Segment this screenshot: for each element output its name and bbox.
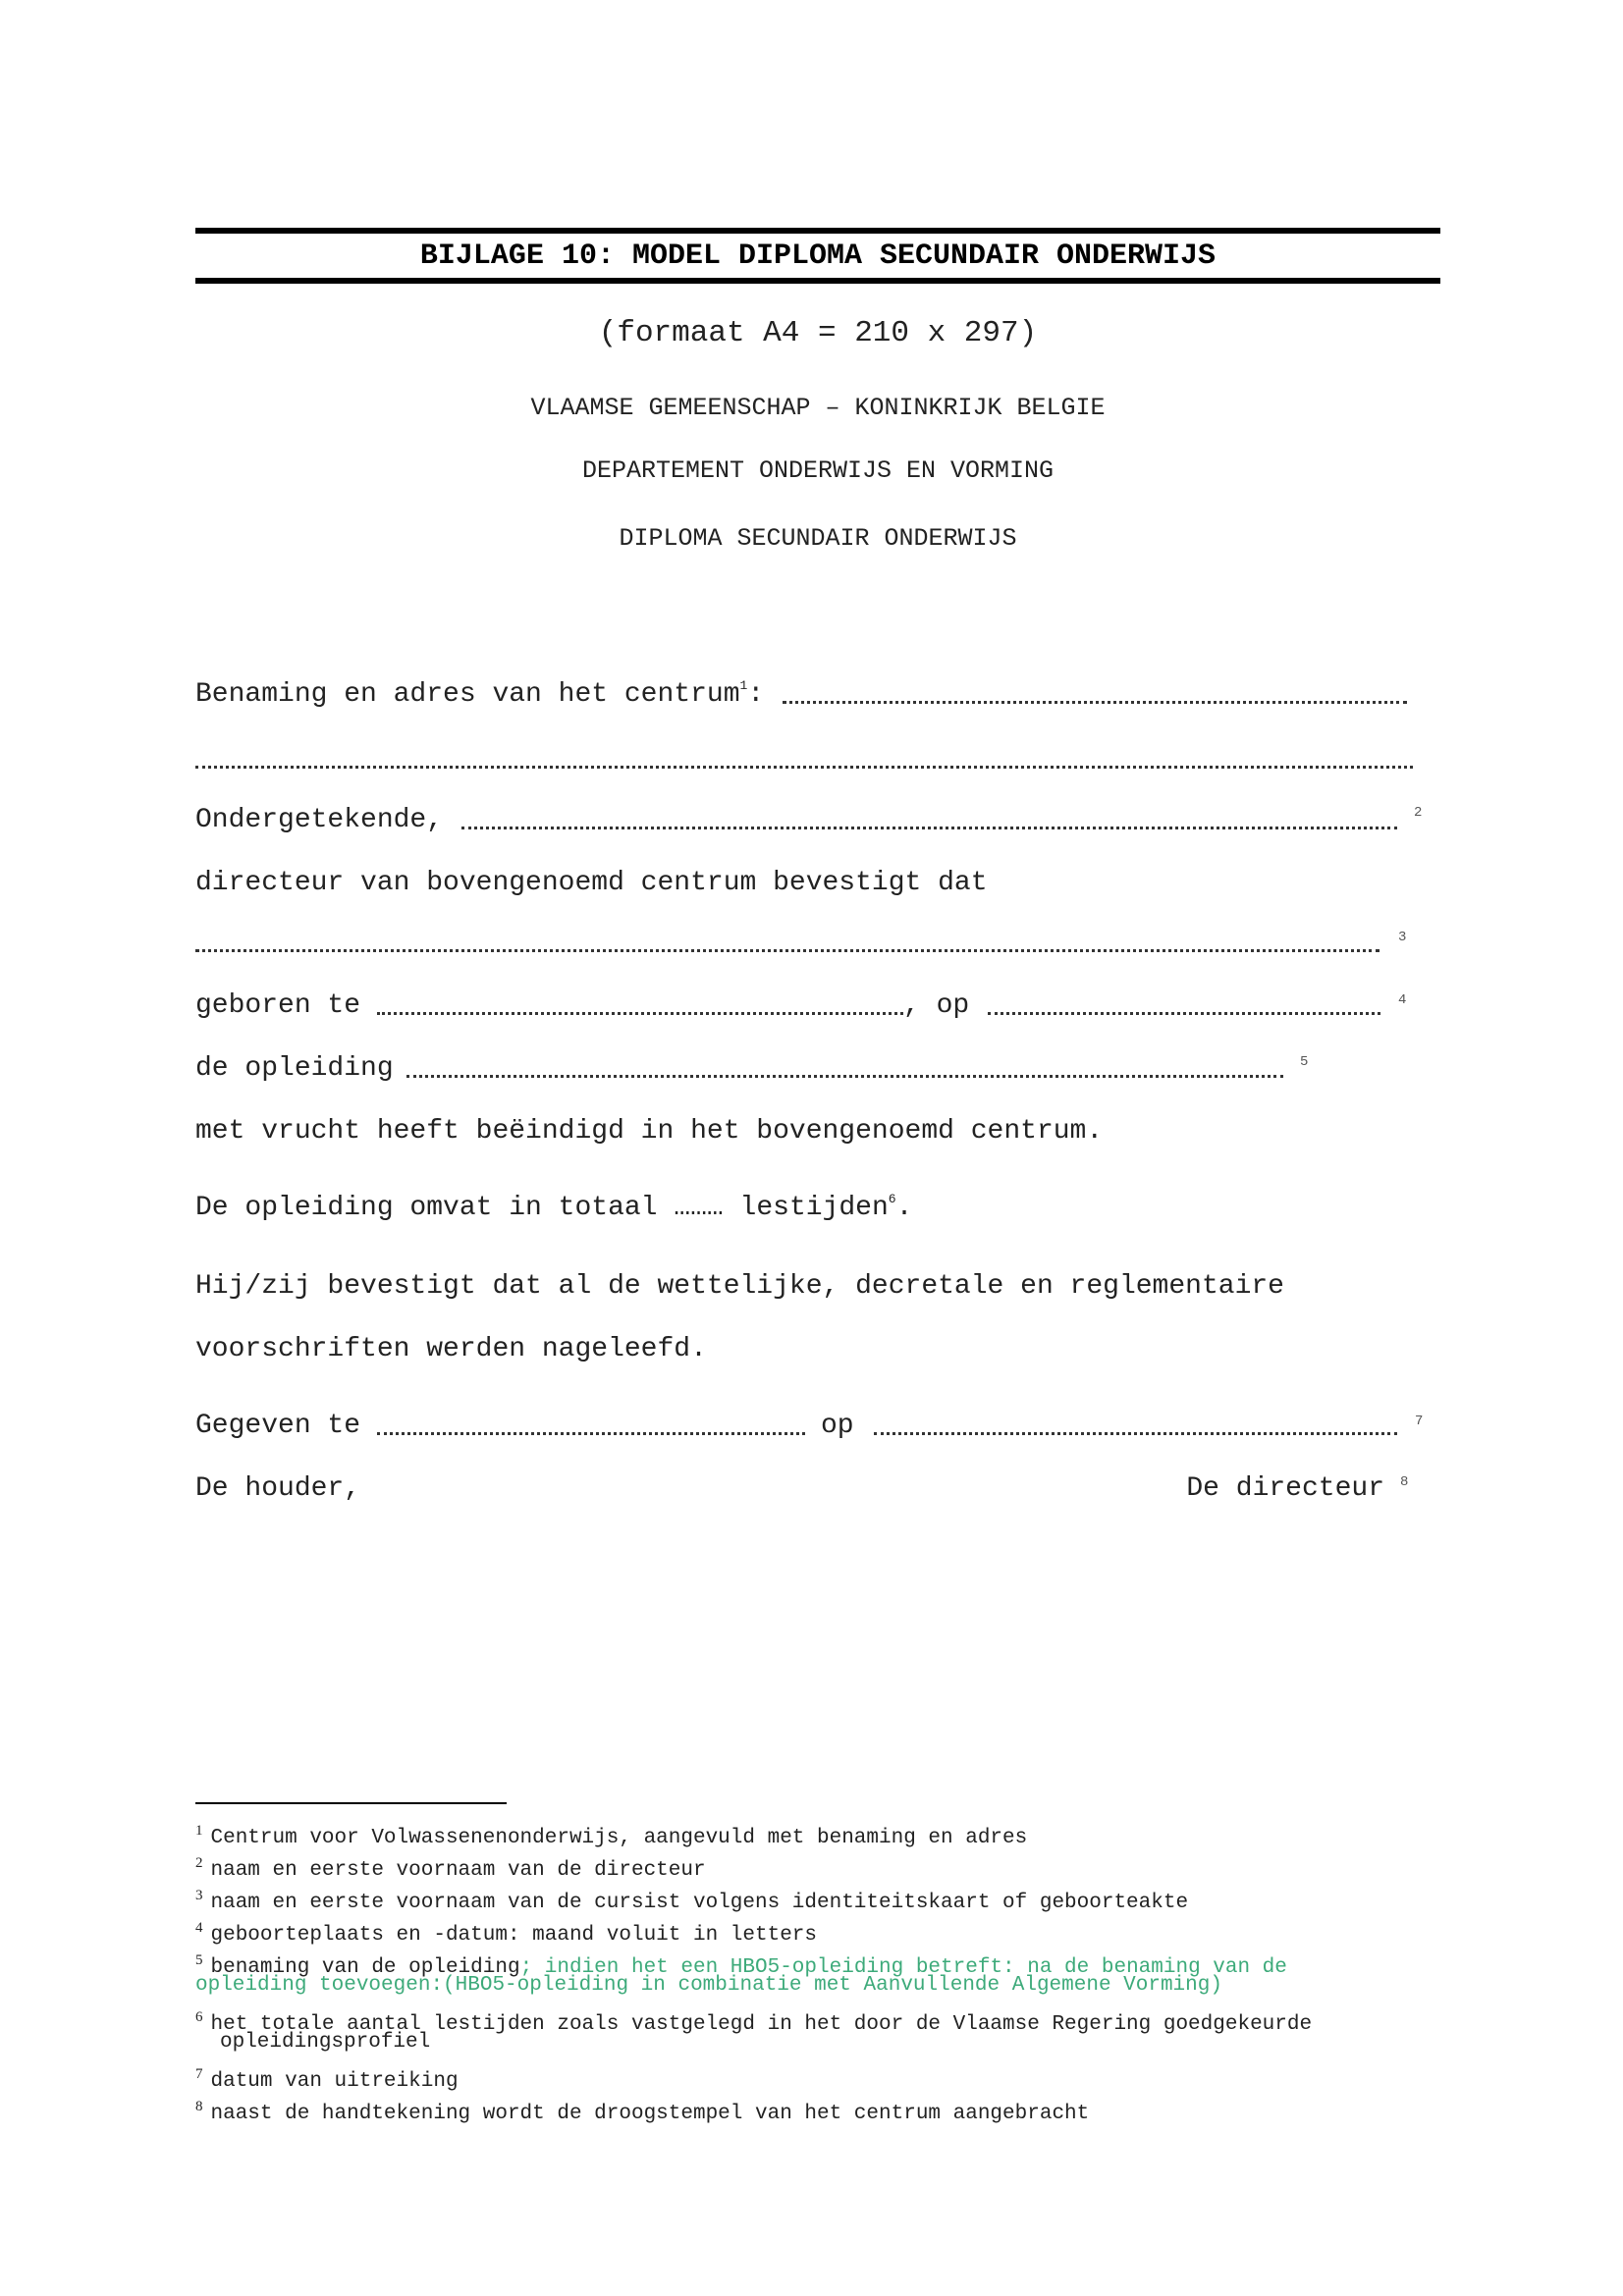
voorschriften-text: voorschriften werden nageleefd.: [195, 1334, 707, 1364]
footnote-ref-6: 6: [888, 1192, 896, 1206]
houder-label: De houder,: [195, 1473, 361, 1504]
format-note: (formaat A4 = 210 x 297): [598, 316, 1038, 350]
director-name-dots: [461, 827, 1397, 829]
geboren-label: geboren te: [195, 990, 361, 1021]
footnote-ref-5: 5: [1300, 1054, 1309, 1070]
heading-diploma: DIPLOMA SECUNDAIR ONDERWIJS: [619, 524, 1017, 553]
opleiding-label: de opleiding: [195, 1053, 394, 1084]
title-rule-top: [195, 228, 1440, 234]
birthplace-dots: [377, 1012, 903, 1015]
vrucht-text: met vrucht heeft beëindigd in het bovengenoemd centrum.: [195, 1116, 1104, 1147]
footnote-5: $^5$ benaming van de opleiding; indien het een HBO5-opleiding betreft: na de benaming van de: [195, 1952, 1287, 1979]
cursist-name-dots: [195, 949, 1380, 952]
footnote-ref-3: 3: [1398, 930, 1407, 945]
footnote-8: $^8$ naast de handtekening wordt de droogstempel van het centrum aangebracht: [195, 2099, 1090, 2125]
benaming-fill-dots: [783, 701, 1407, 704]
footnote-separator: [195, 1802, 507, 1804]
footnote-ref-4: 4: [1398, 992, 1407, 1008]
directeur-signature-label: De directeur: [1186, 1473, 1384, 1504]
gegeven-place-dots: [377, 1432, 805, 1435]
heading-community: VLAAMSE GEMEENSCHAP – KONINKRIJK BELGIE: [530, 394, 1106, 422]
op-label: , op: [903, 990, 970, 1021]
birthdate-dots: [988, 1012, 1380, 1015]
lestijden-dots: ………: [674, 1193, 724, 1223]
ondergetekende-label: Ondergetekende,: [195, 805, 444, 835]
benaming-label: Benaming en adres van het centrum: [195, 679, 740, 710]
directeur-text: directeur van bovengenoemd centrum bevestigt dat: [195, 868, 988, 898]
footnote-7: $^7$ datum van uitreiking: [195, 2066, 459, 2093]
footnote-ref-1: 1: [739, 678, 748, 693]
footnote-3: $^3$ naam en eerste voornaam van de cursist volgens identiteitskaart of geboorteakte: [195, 1888, 1189, 1914]
page-title: BIJLAGE 10: MODEL DIPLOMA SECUNDAIR ONDERWIJS: [419, 240, 1217, 273]
benaming-line: Benaming en adres van het centrum$^1$:: [195, 678, 765, 710]
gegeven-op-label: op: [821, 1411, 854, 1441]
footnote-6: $^6$ het totale aantal lestijden zoals vastgelegd in het door de Vlaamse Regering goedgekeurde: [195, 2009, 1313, 2036]
opleiding-dots: [406, 1075, 1283, 1078]
footnote-5-continued: opleiding toevoegen:(HBO5-opleiding in combinatie met Aanvullende Algemene Vorming): [195, 1974, 1222, 1997]
footnote-6-continued: opleidingsprofiel: [220, 2031, 431, 2054]
gegeven-date-dots: [874, 1432, 1397, 1435]
footnote-ref-2: 2: [1414, 805, 1423, 821]
footnote-2: $^2$ naam en eerste voornaam van de directeur: [195, 1855, 706, 1882]
omvat-line: De opleiding omvat in totaal ……… lestijden$^6$.: [195, 1192, 913, 1223]
bevestigt-text: Hij/zij bevestigt dat al de wettelijke, decretale en reglementaire: [195, 1271, 1284, 1302]
adres-fill-dots: [195, 766, 1413, 769]
footnote-1: $^1$ Centrum voor Volwassenenonderwijs, aangevuld met benaming en adres: [195, 1823, 1028, 1849]
gegeven-label: Gegeven te: [195, 1411, 361, 1441]
footnote-ref-8: 8: [1400, 1474, 1409, 1490]
footnote-4: $^4$ geboorteplaats en -datum: maand voluit in letters: [195, 1920, 818, 1947]
footnote-ref-7: 7: [1415, 1414, 1424, 1429]
title-rule-bottom: [195, 278, 1440, 284]
heading-department: DEPARTEMENT ONDERWIJS EN VORMING: [581, 456, 1055, 485]
